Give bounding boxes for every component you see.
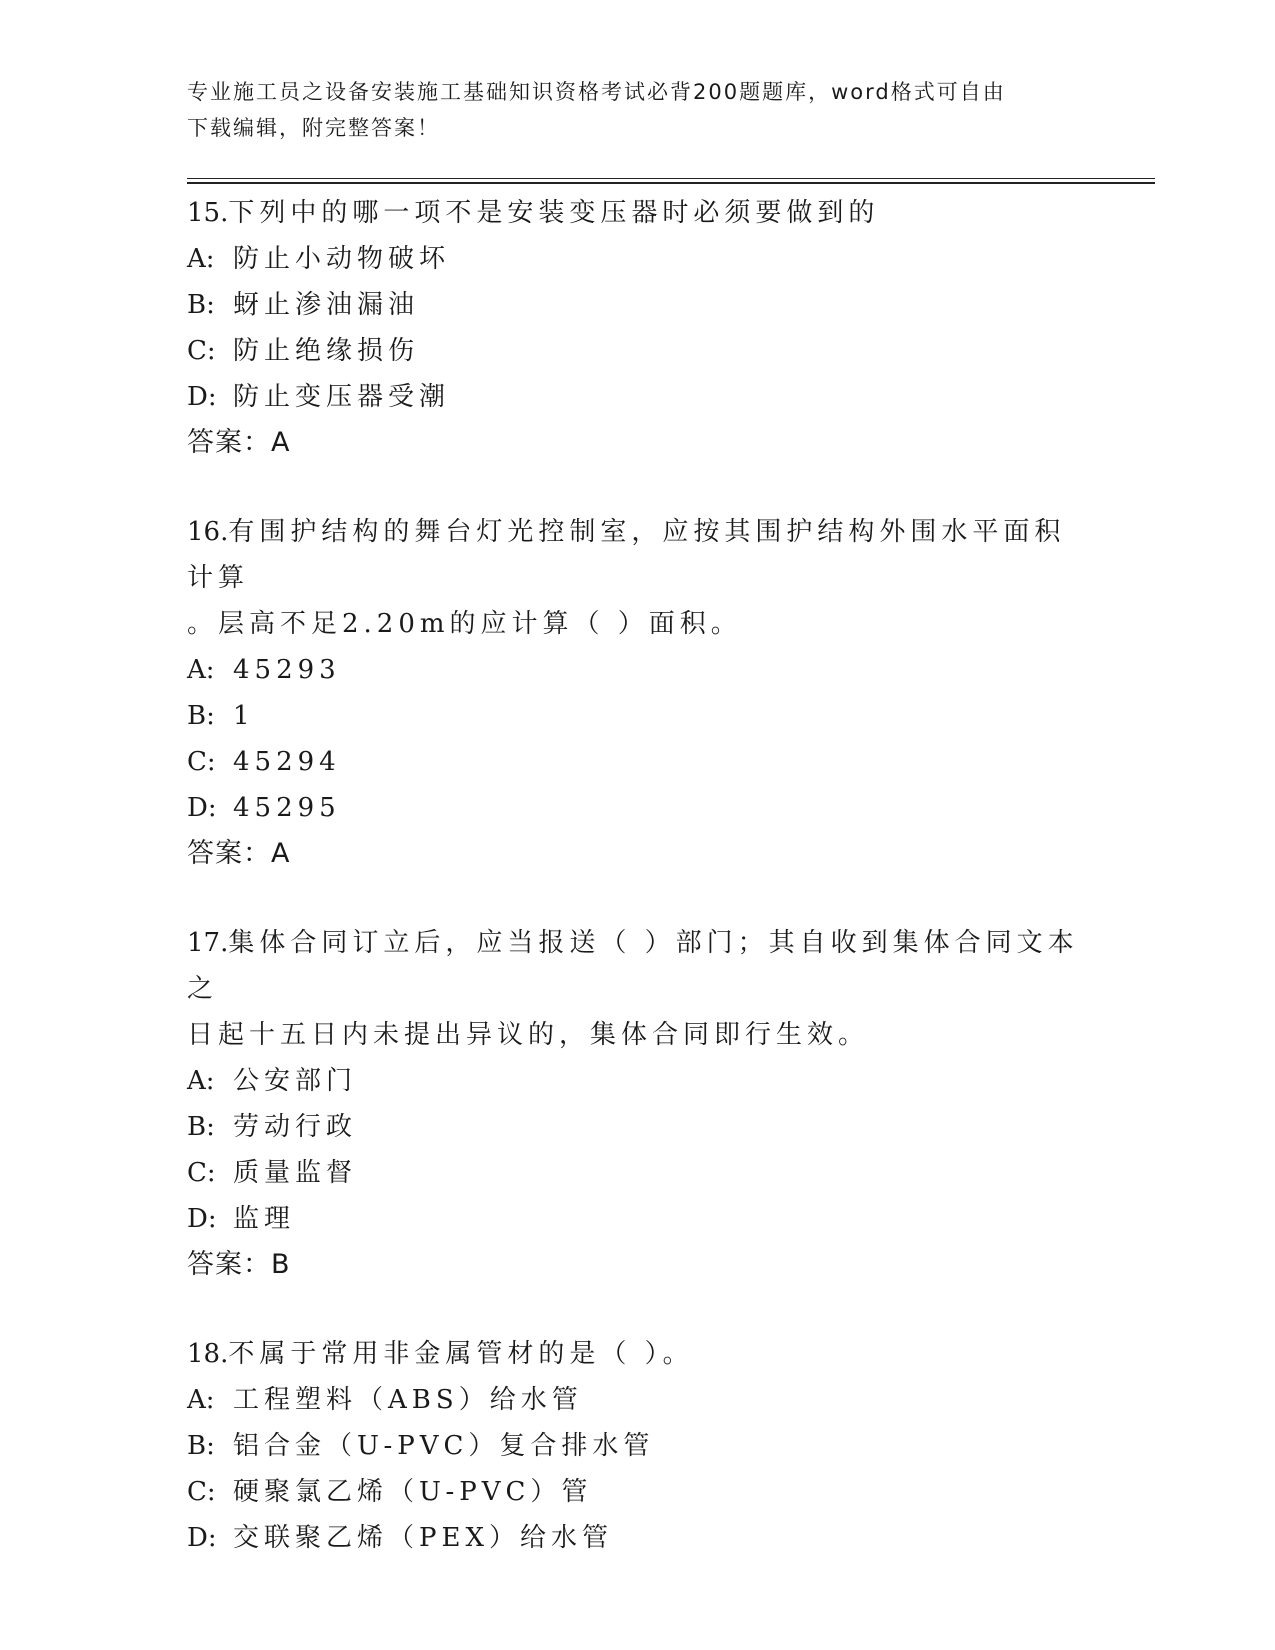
option-d bbox=[187, 785, 1087, 831]
option-text: 45295 bbox=[233, 793, 341, 823]
question-text bbox=[187, 190, 1087, 236]
option-letter: D: bbox=[187, 1204, 217, 1234]
option-text: 劳动行政 bbox=[233, 1112, 358, 1142]
option-text: 防止小动物破坏 bbox=[233, 244, 451, 274]
question-number: 15. bbox=[187, 198, 229, 228]
question-18 bbox=[187, 1331, 1087, 1561]
option-letter: B: bbox=[187, 701, 215, 731]
answer-line: 答案：A bbox=[187, 427, 291, 458]
question-16 bbox=[187, 509, 1087, 877]
option-letter: A: bbox=[187, 244, 215, 274]
option-text: 工程塑料（ABS）给水管 bbox=[233, 1385, 583, 1415]
option-letter: D: bbox=[187, 1523, 217, 1553]
option-c bbox=[187, 1150, 1087, 1196]
question-list bbox=[187, 190, 1087, 1604]
question-number: 17. bbox=[187, 928, 229, 958]
option-text: 防止绝缘损伤 bbox=[233, 336, 420, 366]
option-b bbox=[187, 282, 1087, 328]
question-text-continued: 日起十五日内未提出异议的，集体合同即行生效。 bbox=[187, 1020, 870, 1050]
question-line: 集体合同订立后，应当报送（ ）部门；其自收到集体合同文本之 bbox=[187, 928, 1079, 1004]
option-text: 45294 bbox=[233, 747, 341, 777]
header-line-2: 下载编辑，附完整答案！ bbox=[187, 116, 440, 140]
option-a bbox=[187, 1377, 1087, 1423]
header-divider-thick bbox=[187, 182, 1155, 184]
option-text: 铝合金（U-PVC）复合排水管 bbox=[233, 1431, 655, 1461]
option-letter: B: bbox=[187, 1112, 215, 1142]
option-c bbox=[187, 1469, 1087, 1515]
option-letter: A: bbox=[187, 1066, 215, 1096]
option-d bbox=[187, 1515, 1087, 1561]
question-line: 有围护结构的舞台灯光控制室，应按其围护结构外围水平面积计算 bbox=[187, 517, 1066, 593]
option-letter: A: bbox=[187, 655, 215, 685]
question-line: 下列中的哪一项不是安装变压器时必须要做到的 bbox=[228, 198, 880, 228]
question-text-continued: 。层高不足2.20m的应计算（ ）面积。 bbox=[187, 609, 742, 639]
option-letter: A: bbox=[187, 1385, 215, 1415]
option-letter: C: bbox=[187, 336, 216, 366]
option-text: 1 bbox=[233, 701, 255, 731]
option-b bbox=[187, 1104, 1087, 1150]
header-line-1: 专业施工员之设备安装施工基础知识资格考试必背200题题库，word格式可自由 bbox=[187, 80, 1006, 104]
option-text: 蚜止渗油漏油 bbox=[233, 290, 420, 320]
option-letter: B: bbox=[187, 290, 215, 320]
question-line: 不属于常用非金属管材的是（ ）。 bbox=[228, 1339, 694, 1369]
question-number: 16. bbox=[187, 517, 229, 547]
option-letter: C: bbox=[187, 1477, 216, 1507]
option-text: 监理 bbox=[233, 1204, 296, 1234]
option-text: 公安部门 bbox=[233, 1066, 358, 1096]
answer-line: 答案：A bbox=[187, 838, 291, 869]
option-text: 硬聚氯乙烯（U-PVC）管 bbox=[233, 1477, 593, 1507]
option-text: 质量监督 bbox=[233, 1158, 358, 1188]
option-d bbox=[187, 374, 1087, 420]
option-text: 交联聚乙烯（PEX）给水管 bbox=[233, 1523, 613, 1553]
option-c bbox=[187, 328, 1087, 374]
option-a bbox=[187, 647, 1087, 693]
option-letter: C: bbox=[187, 747, 216, 777]
option-letter: D: bbox=[187, 382, 217, 412]
option-d bbox=[187, 1196, 1087, 1242]
header-divider-thin bbox=[187, 178, 1155, 179]
question-text bbox=[187, 509, 1087, 601]
option-text: 防止变压器受潮 bbox=[233, 382, 451, 412]
option-b bbox=[187, 1423, 1087, 1469]
option-c bbox=[187, 739, 1087, 785]
option-letter: D: bbox=[187, 793, 217, 823]
question-17 bbox=[187, 920, 1087, 1288]
option-letter: B: bbox=[187, 1431, 215, 1461]
question-15 bbox=[187, 190, 1087, 466]
option-letter: C: bbox=[187, 1158, 216, 1188]
document-header bbox=[187, 74, 1067, 146]
option-text: 45293 bbox=[233, 655, 341, 685]
option-a bbox=[187, 236, 1087, 282]
question-text bbox=[187, 920, 1087, 1012]
question-text bbox=[187, 1331, 1087, 1377]
question-number: 18. bbox=[187, 1339, 229, 1369]
option-a bbox=[187, 1058, 1087, 1104]
answer-line: 答案：B bbox=[187, 1249, 291, 1280]
option-b bbox=[187, 693, 1087, 739]
